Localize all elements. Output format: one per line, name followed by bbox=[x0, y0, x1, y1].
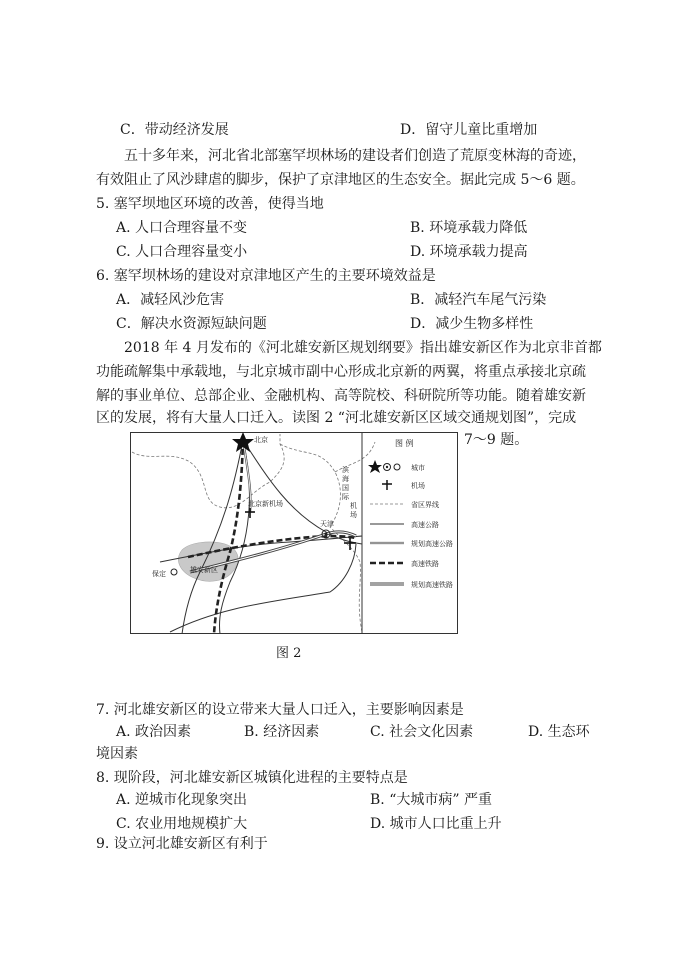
option-c: C. 社会文化因素 bbox=[370, 724, 474, 740]
passage-line: 2018 年 4 月发布的《河北雄安新区规划纲要》指出雄安新区作为北京非首都 bbox=[124, 340, 602, 356]
figure-caption: 图 2 bbox=[276, 646, 302, 661]
label-xiongan: 雄安新区 bbox=[190, 566, 218, 574]
option-d: D. 城市人口比重上升 bbox=[370, 816, 502, 832]
label-tianjin: 天津 bbox=[320, 520, 334, 528]
traffic-plan-map bbox=[130, 432, 458, 634]
option-d-continued: 境因素 bbox=[96, 746, 138, 762]
option-d: D．留守儿童比重增加 bbox=[400, 122, 538, 138]
option-b: B. 经济因素 bbox=[244, 724, 320, 740]
label-binhai-airport: 滨海国际 机场 bbox=[342, 466, 357, 519]
legend-label: 城市 bbox=[411, 464, 425, 472]
option-c: C．带动经济发展 bbox=[120, 122, 229, 138]
option-a: A. 逆城市化现象突出 bbox=[116, 792, 248, 808]
passage-line: 解的事业单位、总部企业、金融机构、高等院校、科研院所等功能。随着雄安新 bbox=[96, 388, 586, 404]
option-a: A. 人口合理容量不变 bbox=[116, 220, 248, 236]
option-a: A．减轻风沙危害 bbox=[116, 292, 225, 308]
question-5-stem: 5. 塞罕坝地区环境的改善，使得当地 bbox=[96, 196, 324, 212]
option-c: C. 人口合理容量变小 bbox=[116, 244, 248, 260]
question-9-stem: 9. 设立河北雄安新区有利于 bbox=[96, 836, 268, 852]
passage-line: 五十多年来，河北省北部塞罕坝林场的建设者们创造了荒原变林海的奇迹， bbox=[124, 148, 586, 164]
label-new-airport: 北京新机场 bbox=[248, 500, 283, 508]
passage-tail: 7～9 题。 bbox=[464, 432, 529, 448]
question-6-stem: 6. 塞罕坝林场的建设对京津地区产生的主要环境效益是 bbox=[96, 268, 436, 284]
question-8-stem: 8. 现阶段，河北雄安新区城镇化进程的主要特点是 bbox=[96, 770, 408, 786]
baoding-city-icon bbox=[171, 569, 177, 575]
legend-label: 机场 bbox=[411, 482, 425, 490]
option-d: D. 环境承载力提高 bbox=[410, 244, 528, 260]
option-c: C. 农业用地规模扩大 bbox=[116, 816, 248, 832]
option-d: D．减少生物多样性 bbox=[410, 316, 534, 332]
option-d: D. 生态环 bbox=[528, 724, 590, 740]
legend-title: 图 例 bbox=[395, 439, 414, 448]
legend-label: 省区界线 bbox=[411, 501, 439, 509]
option-b: B．减轻汽车尾气污染 bbox=[410, 292, 547, 308]
legend-label: 规划高速铁路 bbox=[411, 581, 453, 589]
label-beijing: 北京 bbox=[254, 436, 268, 444]
label-baoding: 保定 bbox=[152, 570, 166, 578]
question-7-stem: 7. 河北雄安新区的设立带来大量人口迁入，主要影响因素是 bbox=[96, 702, 464, 718]
passage-line: 功能疏解集中承载地，与北京城市副中心形成北京新的两翼，将重点承接北京疏 bbox=[96, 364, 586, 380]
legend-label: 高速铁路 bbox=[411, 560, 439, 568]
option-b: B. “大城市病” 严重 bbox=[370, 792, 492, 808]
passage-line: 有效阻止了风沙肆虐的脚步，保护了京津地区的生态安全。据此完成 5～6 题。 bbox=[96, 172, 585, 188]
option-a: A. 政治因素 bbox=[116, 724, 192, 740]
map-frame bbox=[131, 433, 458, 634]
option-c: C．解决水资源短缺问题 bbox=[116, 316, 267, 332]
passage-line: 区的发展，将有大量人口迁入。读图 2 “河北雄安新区区域交通规划图”，完成 bbox=[96, 410, 577, 426]
legend-label: 高速公路 bbox=[411, 521, 439, 529]
legend-label: 规划高速公路 bbox=[411, 540, 453, 548]
option-b: B. 环境承载力降低 bbox=[410, 220, 528, 236]
tianjin-city-icon bbox=[325, 533, 328, 536]
